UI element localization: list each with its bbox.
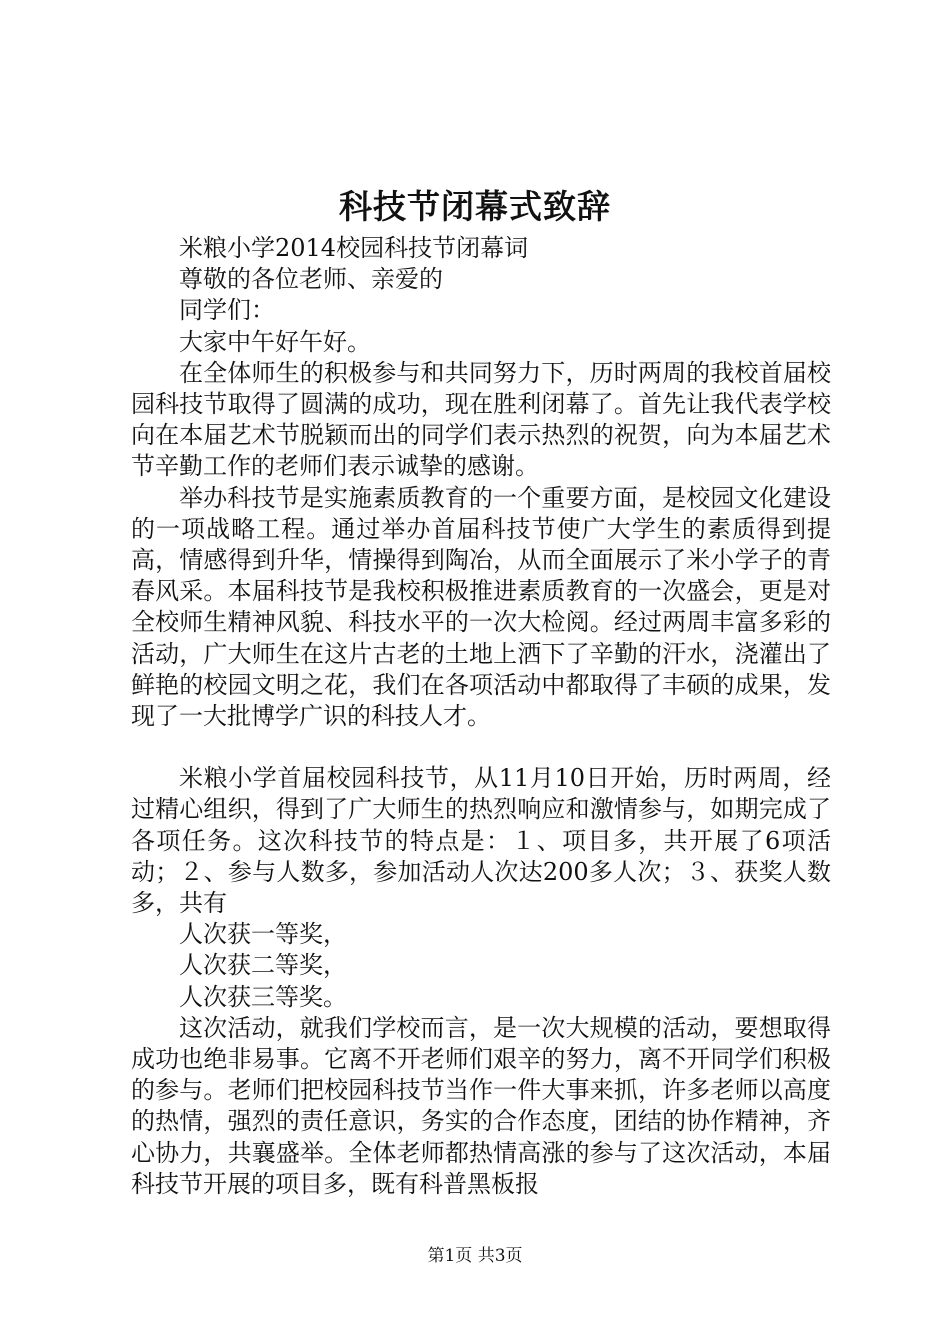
paragraph-second-prize: 人次获二等奖， — [179, 951, 347, 980]
paragraph-overview: 米粮小学首届校园科技节，从11月10日开始，历时两周，经过精心组织，得到了广大师生的热烈响应和激情参与，如期完成了各项任务。这次科技节的特点是：１、项目多，共开展了6项活动；２、参与人数多，参加活动人次达200多人次；３、获奖人数多，共有 — [131, 764, 831, 918]
paragraph-acknowledgement: 这次活动，就我们学校而言，是一次大规模的活动，要想取得成功也绝非易事。它离不开老师们艰辛的努力，离不开同学们积极的参与。老师们把校园科技节当作一件大事来抓，许多老师以高度的热情，强烈的责任意识，务实的合作态度，团结的协作精神，齐心协力，共襄盛举。全体老师都热情高涨的参与了这次活动，本届科技节开展的项目多，既有科普黑板报 — [131, 1013, 831, 1198]
paragraph-opening: 在全体师生的积极参与和共同努力下，历时两周的我校首届校园科技节取得了圆满的成功，现在胜利闭幕了。首先让我代表学校向在本届艺术节脱颖而出的同学们表示热烈的祝贺，向为本届艺术节辛勤工作的老师们表示诚挚的感谢。 — [131, 358, 831, 481]
paragraph-third-prize: 人次获三等奖。 — [179, 982, 347, 1011]
page-number-footer: 第1页 共3页 — [427, 1246, 523, 1266]
paragraph-heading-line: 米粮小学2014校园科技节闭幕词 — [179, 234, 529, 262]
paragraph-significance: 举办科技节是实施素质教育的一个重要方面，是校园文化建设的一项战略工程。通过举办首届科技节使广大学生的素质得到提高，情感得到升华，情操得到陶冶，从而全面展示了米小学子的青春风采。本届科技节是我校积极推进素质教育的一次盛会，更是对全校师生精神风貌、科技水平的一次大检阅。经过两周丰富多彩的活动，广大师生在这片古老的土地上洒下了辛勤的汗水，浇灌出了鲜艳的校园文明之花，我们在各项活动中都取得了丰硕的成果，发现了一大批博学广识的科技人才。 — [131, 483, 831, 731]
paragraph-salutation: 尊敬的各位老师、亲爱的 — [179, 265, 443, 294]
document-body — [131, 233, 831, 1200]
paragraph-greeting: 大家中午好午好。 — [179, 327, 371, 356]
paragraph-salutation-cont: 同学们： — [179, 296, 275, 325]
paragraph-first-prize: 人次获一等奖， — [179, 920, 347, 949]
document-title: 科技节闭幕式致辞 — [339, 187, 611, 226]
